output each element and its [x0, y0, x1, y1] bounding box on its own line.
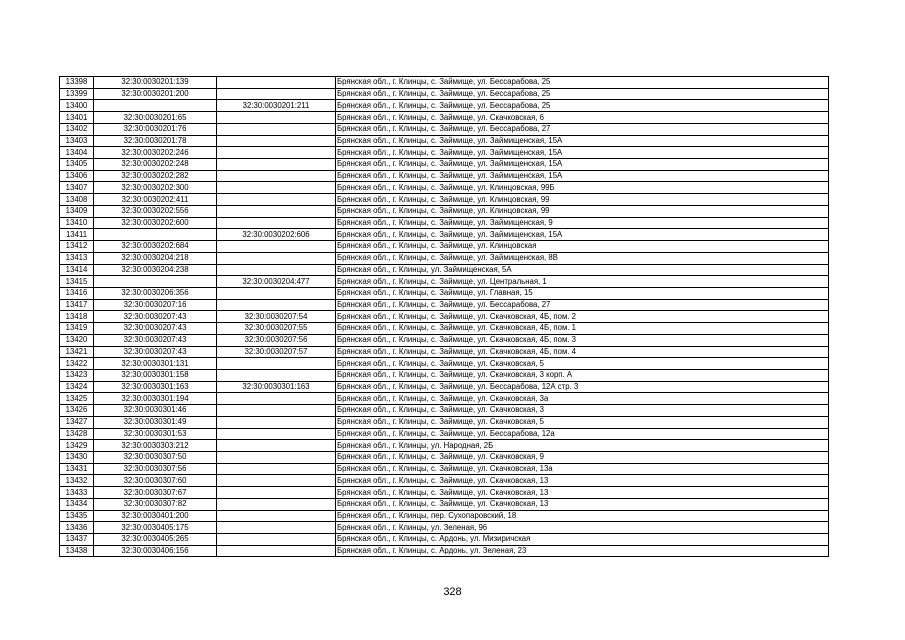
row-number-cell: 13409 [60, 205, 94, 217]
row-number-cell: 13435 [60, 510, 94, 522]
table-row [60, 217, 829, 229]
cadastral-number-cell: 32:30:0030204:238 [94, 264, 217, 276]
table-row [60, 522, 829, 534]
object-number-cell [217, 264, 336, 276]
cadastral-number-cell: 32:30:0030307:56 [94, 463, 217, 475]
object-number-cell [217, 369, 336, 381]
address-cell: Брянская обл., г. Клинцы, с. Займище, ул. Скачковская, 13 [336, 487, 829, 499]
object-number-cell: 32:30:0030201:211 [217, 100, 336, 112]
object-number-cell [217, 358, 336, 370]
cadastral-number-cell: 32:30:0030202:411 [94, 194, 217, 206]
cadastral-number-cell: 32:30:0030202:248 [94, 159, 217, 171]
table-row [60, 323, 829, 335]
address-cell: Брянская обл., г. Клинцы, с. Займище, ул. Скачковская, 5 [336, 416, 829, 428]
object-number-cell: 32:30:0030207:55 [217, 323, 336, 335]
row-number-cell: 13414 [60, 264, 94, 276]
table-row [60, 159, 829, 171]
cadastral-number-cell: 32:30:0030307:67 [94, 487, 217, 499]
cadastral-number-cell: 32:30:0030301:194 [94, 393, 217, 405]
row-number-cell: 13410 [60, 217, 94, 229]
object-number-cell [217, 463, 336, 475]
table-row [60, 276, 829, 288]
row-number-cell: 13419 [60, 323, 94, 335]
cadastral-number-cell: 32:30:0030204:218 [94, 252, 217, 264]
object-number-cell: 32:30:0030207:57 [217, 346, 336, 358]
object-number-cell [217, 88, 336, 100]
address-cell: Брянская обл., г. Клинцы, ул. Займищенская, 5А [336, 264, 829, 276]
table-row [60, 135, 829, 147]
object-number-cell [217, 205, 336, 217]
address-cell: Брянская обл., г. Клинцы, с. Займище, ул. Скачковская, 4Б, пом. 2 [336, 311, 829, 323]
row-number-cell: 13431 [60, 463, 94, 475]
row-number-cell: 13406 [60, 170, 94, 182]
cadastral-number-cell: 32:30:0030202:246 [94, 147, 217, 159]
cadastral-number-cell: 32:30:0030207:43 [94, 334, 217, 346]
cadastral-number-cell: 32:30:0030201:139 [94, 77, 217, 89]
address-cell: Брянская обл., г. Клинцы, с. Займище, ул. Бессарабова, 27 [336, 299, 829, 311]
table-row [60, 381, 829, 393]
registry-table [59, 76, 829, 557]
cadastral-number-cell: 32:30:0030307:60 [94, 475, 217, 487]
address-cell: Брянская обл., г. Клинцы, с. Займище, ул. Бессарабова, 25 [336, 100, 829, 112]
row-number-cell: 13436 [60, 522, 94, 534]
cadastral-number-cell: 32:30:0030301:53 [94, 428, 217, 440]
address-cell: Брянская обл., г. Клинцы, с. Займище, ул. Центральная, 1 [336, 276, 829, 288]
cadastral-number-cell: 32:30:0030207:43 [94, 346, 217, 358]
table-row [60, 346, 829, 358]
object-number-cell [217, 405, 336, 417]
row-number-cell: 13413 [60, 252, 94, 264]
address-cell: Брянская обл., г. Клинцы, с. Займище, ул. Клинцовская, 99 [336, 194, 829, 206]
address-cell: Брянская обл., г. Клинцы, с. Займище, ул. Скачковская, 13а [336, 463, 829, 475]
cadastral-number-cell: 32:30:0030207:16 [94, 299, 217, 311]
row-number-cell: 13407 [60, 182, 94, 194]
object-number-cell [217, 159, 336, 171]
row-number-cell: 13432 [60, 475, 94, 487]
table-row [60, 440, 829, 452]
cadastral-number-cell: 32:30:0030201:65 [94, 112, 217, 124]
table-row [60, 487, 829, 499]
address-cell: Брянская обл., г. Клинцы, с. Займище, ул. Скачковская, 5 [336, 358, 829, 370]
object-number-cell [217, 510, 336, 522]
object-number-cell: 32:30:0030204:477 [217, 276, 336, 288]
cadastral-number-cell: 32:30:0030207:43 [94, 323, 217, 335]
row-number-cell: 13423 [60, 369, 94, 381]
cadastral-number-cell: 32:30:0030405:175 [94, 522, 217, 534]
row-number-cell: 13437 [60, 534, 94, 546]
table-row [60, 334, 829, 346]
table-row [60, 369, 829, 381]
table-row [60, 147, 829, 159]
cadastral-number-cell: 32:30:0030202:282 [94, 170, 217, 182]
cadastral-number-cell: 32:30:0030202:300 [94, 182, 217, 194]
object-number-cell [217, 393, 336, 405]
address-cell: Брянская обл., г. Клинцы, с. Займище, ул. Скачковская, 3 [336, 405, 829, 417]
object-number-cell [217, 498, 336, 510]
object-number-cell [217, 217, 336, 229]
row-number-cell: 13404 [60, 147, 94, 159]
object-number-cell [217, 440, 336, 452]
row-number-cell: 13421 [60, 346, 94, 358]
cadastral-number-cell: 32:30:0030201:76 [94, 123, 217, 135]
address-cell: Брянская обл., г. Клинцы, с. Ардонь, ул. Зеленая, 23 [336, 545, 829, 557]
cadastral-number-cell: 32:30:0030202:684 [94, 241, 217, 253]
table-row [60, 170, 829, 182]
row-number-cell: 13412 [60, 241, 94, 253]
address-cell: Брянская обл., г. Клинцы, с. Займище, ул. Займищенская, 15А [336, 147, 829, 159]
object-number-cell [217, 77, 336, 89]
cadastral-number-cell: 32:30:0030207:43 [94, 311, 217, 323]
object-number-cell: 32:30:0030207:54 [217, 311, 336, 323]
cadastral-number-cell: 32:30:0030303:212 [94, 440, 217, 452]
row-number-cell: 13402 [60, 123, 94, 135]
object-number-cell [217, 545, 336, 557]
cadastral-number-cell: 32:30:0030201:78 [94, 135, 217, 147]
row-number-cell: 13400 [60, 100, 94, 112]
address-cell: Брянская обл., г. Клинцы, с. Займище, ул. Скачковская, 13 [336, 475, 829, 487]
table-row [60, 112, 829, 124]
row-number-cell: 13429 [60, 440, 94, 452]
object-number-cell: 32:30:0030202:606 [217, 229, 336, 241]
table-row [60, 229, 829, 241]
cadastral-number-cell: 32:30:0030307:50 [94, 452, 217, 464]
table-row [60, 205, 829, 217]
cadastral-number-cell [94, 100, 217, 112]
row-number-cell: 13417 [60, 299, 94, 311]
table-row [60, 100, 829, 112]
cadastral-number-cell: 32:30:0030301:49 [94, 416, 217, 428]
table-row [60, 428, 829, 440]
object-number-cell [217, 170, 336, 182]
row-number-cell: 13427 [60, 416, 94, 428]
cadastral-number-cell: 32:30:0030301:163 [94, 381, 217, 393]
object-number-cell [217, 241, 336, 253]
table-row [60, 88, 829, 100]
cadastral-number-cell: 32:30:0030405:265 [94, 534, 217, 546]
object-number-cell [217, 534, 336, 546]
object-number-cell [217, 112, 336, 124]
object-number-cell [217, 522, 336, 534]
row-number-cell: 13422 [60, 358, 94, 370]
address-cell: Брянская обл., г. Клинцы, с. Займище, ул. Скачковская, 9 [336, 452, 829, 464]
cadastral-number-cell: 32:30:0030301:158 [94, 369, 217, 381]
table-row [60, 182, 829, 194]
address-cell: Брянская обл., г. Клинцы, ул. Народная, 2Б [336, 440, 829, 452]
address-cell: Брянская обл., г. Клинцы, с. Займище, ул. Бессарабова, 27 [336, 123, 829, 135]
address-cell: Брянская обл., г. Клинцы, с. Займище, ул. Клинцовская, 99Б [336, 182, 829, 194]
table-row [60, 252, 829, 264]
address-cell: Брянская обл., г. Клинцы, с. Займище, ул. Главная, 15 [336, 287, 829, 299]
address-cell: Брянская обл., г. Клинцы, ул. Зеленая, 96 [336, 522, 829, 534]
table-row [60, 510, 829, 522]
row-number-cell: 13405 [60, 159, 94, 171]
object-number-cell [217, 252, 336, 264]
address-cell: Брянская обл., г. Клинцы, с. Займище, ул. Скачковская, 3а [336, 393, 829, 405]
address-cell: Брянская обл., г. Клинцы, с. Займище, ул. Скачковская, 6 [336, 112, 829, 124]
address-cell: Брянская обл., г. Клинцы, с. Займище, ул. Скачковская, 4Б, пом. 3 [336, 334, 829, 346]
address-cell: Брянская обл., г. Клинцы, с. Займище, ул. Скачковская, 4Б, пом. 4 [336, 346, 829, 358]
cadastral-number-cell: 32:30:0030401:200 [94, 510, 217, 522]
row-number-cell: 13434 [60, 498, 94, 510]
object-number-cell [217, 452, 336, 464]
address-cell: Брянская обл., г. Клинцы, с. Ардонь, ул. Мизиричская [336, 534, 829, 546]
address-cell: Брянская обл., г. Клинцы, с. Займище, ул. Скачковская, 13 [336, 498, 829, 510]
table-row [60, 194, 829, 206]
table-row [60, 123, 829, 135]
row-number-cell: 13401 [60, 112, 94, 124]
object-number-cell [217, 287, 336, 299]
address-cell: Брянская обл., г. Клинцы, с. Займище, ул. Клинцовская, 99 [336, 205, 829, 217]
address-cell: Брянская обл., г. Клинцы, пер. Сухопаровский, 18 [336, 510, 829, 522]
object-number-cell: 32:30:0030301:163 [217, 381, 336, 393]
object-number-cell: 32:30:0030207:56 [217, 334, 336, 346]
object-number-cell [217, 123, 336, 135]
address-cell: Брянская обл., г. Клинцы, с. Займище, ул. Займищенская, 8В [336, 252, 829, 264]
table-row [60, 452, 829, 464]
page-number: 328 [443, 586, 462, 598]
table-row [60, 545, 829, 557]
cadastral-number-cell: 32:30:0030201:200 [94, 88, 217, 100]
cadastral-number-cell: 32:30:0030202:600 [94, 217, 217, 229]
cadastral-number-cell: 32:30:0030206:356 [94, 287, 217, 299]
address-cell: Брянская обл., г. Клинцы, с. Займище, ул. Займищенская, 9 [336, 217, 829, 229]
address-cell: Брянская обл., г. Клинцы, с. Займище, ул. Скачковская, 4Б, пом. 1 [336, 323, 829, 335]
object-number-cell [217, 416, 336, 428]
registry-table-body [60, 77, 829, 557]
table-row [60, 463, 829, 475]
address-cell: Брянская обл., г. Клинцы, с. Займище, ул. Займищенская, 15А [336, 170, 829, 182]
object-number-cell [217, 487, 336, 499]
address-cell: Брянская обл., г. Клинцы, с. Займище, ул. Бессарабова, 25 [336, 77, 829, 89]
table-row [60, 416, 829, 428]
table-row [60, 393, 829, 405]
cadastral-number-cell: 32:30:0030301:46 [94, 405, 217, 417]
row-number-cell: 13408 [60, 194, 94, 206]
cadastral-number-cell: 32:30:0030406:156 [94, 545, 217, 557]
address-cell: Брянская обл., г. Клинцы, с. Займище, ул. Скачковская, 3 корп. А [336, 369, 829, 381]
address-cell: Брянская обл., г. Клинцы, с. Займище, ул. Клинцовская [336, 241, 829, 253]
table-row [60, 287, 829, 299]
address-cell: Брянская обл., г. Клинцы, с. Займище, ул. Займищенская, 15А [336, 229, 829, 241]
object-number-cell [217, 428, 336, 440]
address-cell: Брянская обл., г. Клинцы, с. Займище, ул. Займищенская, 15А [336, 135, 829, 147]
row-number-cell: 13425 [60, 393, 94, 405]
object-number-cell [217, 135, 336, 147]
table-row [60, 534, 829, 546]
table-row [60, 311, 829, 323]
cadastral-number-cell [94, 229, 217, 241]
cadastral-number-cell [94, 276, 217, 288]
address-cell: Брянская обл., г. Клинцы, с. Займище, ул. Бессарабова, 25 [336, 88, 829, 100]
table-row [60, 241, 829, 253]
row-number-cell: 13438 [60, 545, 94, 557]
table-row [60, 358, 829, 370]
row-number-cell: 13411 [60, 229, 94, 241]
object-number-cell [217, 475, 336, 487]
table-row [60, 498, 829, 510]
table-row [60, 264, 829, 276]
object-number-cell [217, 299, 336, 311]
row-number-cell: 13428 [60, 428, 94, 440]
table-row [60, 299, 829, 311]
row-number-cell: 13424 [60, 381, 94, 393]
address-cell: Брянская обл., г. Клинцы, с. Займище, ул. Бессарабова, 12а [336, 428, 829, 440]
row-number-cell: 13403 [60, 135, 94, 147]
address-cell: Брянская обл., г. Клинцы, с. Займище, ул. Займищенская, 15А [336, 159, 829, 171]
row-number-cell: 13418 [60, 311, 94, 323]
table-row [60, 405, 829, 417]
table-row [60, 475, 829, 487]
cadastral-number-cell: 32:30:0030301:131 [94, 358, 217, 370]
address-cell: Брянская обл., г. Клинцы, с. Займище, ул. Бессарабова, 12А стр. 3 [336, 381, 829, 393]
object-number-cell [217, 182, 336, 194]
row-number-cell: 13416 [60, 287, 94, 299]
object-number-cell [217, 194, 336, 206]
row-number-cell: 13430 [60, 452, 94, 464]
row-number-cell: 13426 [60, 405, 94, 417]
object-number-cell [217, 147, 336, 159]
row-number-cell: 13420 [60, 334, 94, 346]
table-row [60, 77, 829, 89]
row-number-cell: 13433 [60, 487, 94, 499]
row-number-cell: 13415 [60, 276, 94, 288]
row-number-cell: 13398 [60, 77, 94, 89]
cadastral-number-cell: 32:30:0030307:82 [94, 498, 217, 510]
row-number-cell: 13399 [60, 88, 94, 100]
cadastral-number-cell: 32:30:0030202:556 [94, 205, 217, 217]
